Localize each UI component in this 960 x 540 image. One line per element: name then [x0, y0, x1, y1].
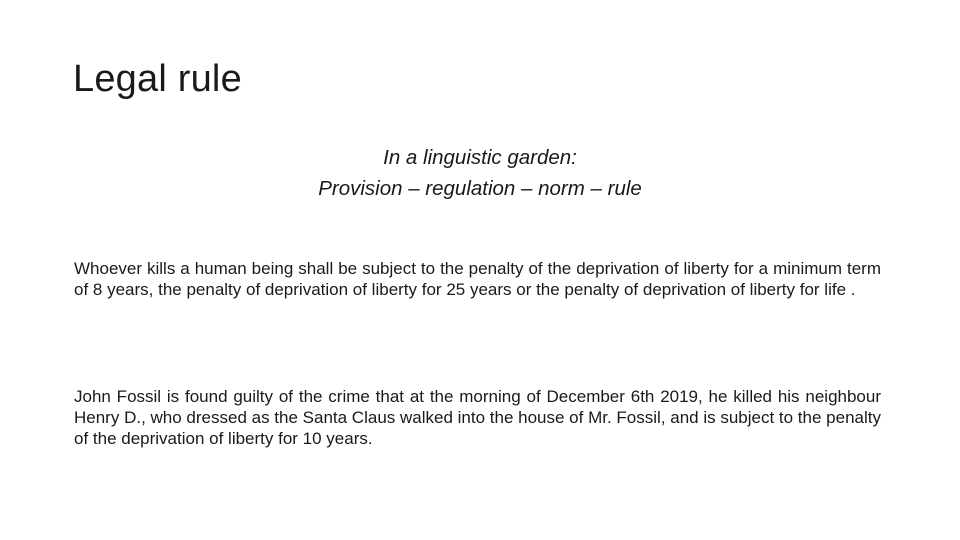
subtitle-line-2: Provision – regulation – norm – rule: [318, 177, 642, 200]
legal-rule-paragraph: Whoever kills a human being shall be subject to the penalty of the deprivation of liberty for a minimum term of 8 years, the penalty of deprivation of liberty for 25 years or the penalty of deprivation of liberty for life .: [74, 259, 881, 299]
subtitle-line-1: In a linguistic garden:: [383, 146, 577, 169]
court-decision-paragraph: John Fossil is found guilty of the crime that at the morning of December 6th 2019, he killed his neighbour Henry D., who dressed as the Santa Claus walked into the house of Mr. Fossil, and is subject to the penalty of the deprivation of liberty for 10 years.: [74, 387, 881, 448]
slide-title: Legal rule: [73, 58, 242, 100]
